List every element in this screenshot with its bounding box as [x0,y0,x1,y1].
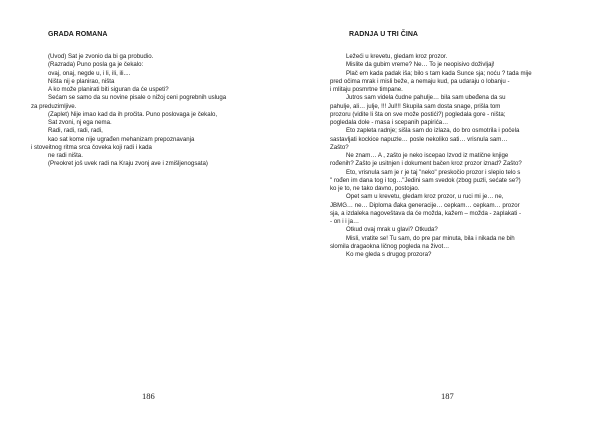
right-page-title: RADNJA U TRI ČINA [349,31,419,38]
text-line: sastavljati kockice napuzle… posle nekoliko sati… vrisnula sam… [330,135,508,143]
text-line: Sat zvoni, nj ega nema. [48,119,112,126]
text-line: i stoveitnog ritma srca čoveka koji radi i kada [31,143,152,151]
text-line: Opet sam u krevetu, gledam kroz prozor, u ruci mi je… ne, [346,193,504,201]
left-page-number: 186 [142,391,155,401]
text-line: - on i i ja… [330,218,360,225]
text-line: Zašto? [330,143,349,151]
text-line: Ništa nij e planirao, ništa [48,77,115,85]
text-line: Ko me gleda s drugog prozora? [346,251,432,258]
text-line: Eto zapleta radnje; sišla sam do izlaza, do bro osmotrila i počela [346,127,520,135]
text-line: Jutros sam videla čudne pahulje… bila sam ubeđena da su [346,94,506,102]
left-page-title: GRADA ROMANA [48,31,108,38]
text-line: Otkud ovaj mrak u glavi? Otkuda? [346,226,438,234]
text-line: JBMG… ne… Diploma đaka generacije… cepkam… cepkam… prozor [330,201,520,209]
text-line: Radi, radi, radi, radi, [48,127,103,135]
text-line: ne radi ništa. [48,152,83,159]
text-line: " rođen im dana tog i tog…"Jedini sam svedok (zbog puzli, sećate se?) [330,176,521,184]
text-line: kao sat kome nije ugrađen mehanizam prepoznavanja [48,135,195,143]
text-line: Plač em kada padak iša; bilo s tam kada Sunce sja; noću ? tada mije [346,69,532,77]
text-line: slomila dragaokna ličnog pogleda na život… [330,242,450,250]
text-line: za preduzimljive. [31,102,77,110]
text-line: A ko može planirati biti siguran da će uspeti? [48,86,169,93]
text-line: Mislite da gubim vreme? Ne… To je neopisivo doživljaj! [346,61,495,69]
text-line: i mlitaju posmrtne timpane. [330,86,403,93]
text-line: (Razrada) Puno posla ga je čekalo: [48,61,144,69]
text-line: (Uvod) Sat je zvonio da bi ga probudio. [48,53,154,60]
text-line: (Preokret još uvek radi na Kraju zvonj ave i zmišljenogsata) [48,160,208,168]
right-page-number: 187 [441,391,454,401]
text-line: Ne znam… A , zašto je neko iscepao Izvod iz matične knjige [346,152,509,159]
right-page-body [330,53,592,259]
text-line: pahulje, ali… julje, !!! Jul!!! Skupila sam dosta snage, prišla tom [330,102,501,110]
text-line: pred očima mrak i misli beže, a nemaju kud, pa udaraju o lobanju - [330,77,510,85]
text-line: Eto, vrisnula sam je r je taj "neko" preskočio prozor i slepio telo s [346,168,521,176]
text-line: rođenih? Zašto je usitnjen i dokument bačen kroz prozor iznad? Zašto? [330,160,522,168]
text-line: (Zaplet) Nije imao kad da ih pročita. Puno poslovaga je čekalo, [48,110,218,118]
text-line: pogledala dole - masa i scepanih papirića… [330,119,449,126]
text-line: ovaj, onaj, negde u, i li, ili, ili.... [48,69,131,77]
text-line: Sećam se samo da su novine pisale o nižoj ceni pogrebnih usluga [48,94,227,102]
text-line: ko je to, ne tako davno, postojao. [330,185,420,192]
text-line: Ležeći u krevetu, gledam kroz prozor. [346,53,448,60]
text-line: Misli, vratite se! Tu sam, do pre par minuta, bila i nikada ne bih [346,234,515,242]
text-line: sja, a izdaleka nagoveštava da će možda, kažem – možda - zaplakati - [330,209,522,217]
text-line: prozoru (vidite li šta on sve može postići?) pogledala gore - ništa; [330,110,506,118]
